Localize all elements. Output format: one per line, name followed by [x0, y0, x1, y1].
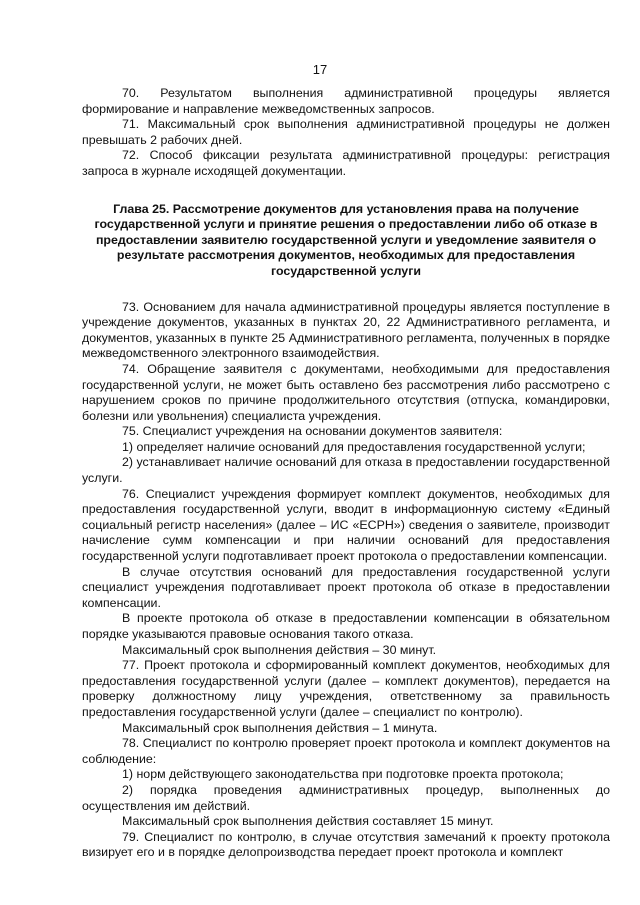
paragraph-75: 75. Специалист учреждения на основании документов заявителя: [122, 424, 503, 439]
paragraph-76-refusal: В случае отсутствия оснований для предоставления государственной услуги специалист учреждения подготавливает проект протокола об отказе в предоставлении компенсации. [82, 564, 610, 610]
paragraph-75-item-2: 2) устанавливает наличие оснований для отказа в предоставлении государственной услуги. [82, 455, 610, 486]
paragraph-77-deadline: Максимальный срок выполнения действия – 1 минута. [122, 720, 438, 735]
paragraph-75-item-1: 1) определяет наличие оснований для предоставления государственной услуги; [122, 439, 586, 454]
paragraph-74: 74. Обращение заявителя с документами, необходимыми для предоставления государственной услуги, не может быть оставлено без рассмотрения либо рассмотрено с нарушением сроков по причине продолжительного отсутствия (отпуска, командировки, болезни или увольнения) специалиста учреждения. [82, 361, 610, 423]
paragraph-76: 76. Специалист учреждения формирует комплект документов, необходимых для предоставления государственной услуги, вводит в информационную систему «Единый социальный регистр населения» (далее – ИС «ЕСРН») сведения о заявителе, производит начисление сумм компенсации и при наличии оснований для предоставления государственной услуги подготавливает проект протокола о предоставлении компенсации. [82, 486, 610, 564]
paragraph-73: 73. Основанием для начала административной процедуры является поступление в учреждение документов, указанных в пунктах 20, 22 Административного регламента, и документов, указанных в пункте 25 Административного регламента, полученных в порядке межведомственного электронного взаимодействия. [82, 299, 610, 361]
document-body [82, 86, 610, 861]
paragraph-79: 79. Специалист по контролю, в случае отсутствия замечаний к проекту протокола визирует его и в порядке делопроизводства передает проект протокола и комплект [82, 829, 610, 860]
paragraph-72: 72. Способ фиксации результата административной процедуры: регистрация запроса в журнале исходящей документации. [82, 148, 610, 178]
paragraph-76-deadline: Максимальный срок выполнения действия – 30 минут. [122, 642, 437, 657]
paragraph-78-item-1: 1) норм действующего законодательства при подготовке проекта протокола; [122, 767, 564, 782]
paragraph-71: 71. Максимальный срок выполнения административной процедуры не должен превышать 2 рабочих дней. [82, 117, 610, 147]
paragraph-78-deadline: Максимальный срок выполнения действия составляет 15 минут. [122, 814, 494, 829]
paragraph-76-grounds: В проекте протокола об отказе в предоставлении компенсации в обязательном порядке указываются правовые основания такого отказа. [82, 611, 610, 641]
chapter-heading: Глава 25. Рассмотрение документов для установления права на получение государственной услуги и принятие решения о предоставлении либо об отказе в предоставлении заявителю государственной услуги и уведомление заявителя о результате рассмотрения документов, необходимых для предоставления государственной услуги [94, 201, 598, 278]
paragraph-78-item-2: 2) порядка проведения административных процедур, выполненных до осуществления им действий. [82, 782, 610, 813]
paragraph-78: 78. Специалист по контролю проверяет проект протокола и комплект документов на соблюдение: [82, 736, 610, 766]
paragraph-70: 70. Результатом выполнения административной процедуры является формирование и направление межведомственных запросов. [82, 86, 610, 116]
page-number: 17 [312, 62, 328, 77]
paragraph-77: 77. Проект протокола и сформированный комплект документов, необходимых для предоставления государственной услуги (далее – комплект документов), передается на проверку должностному лицу учреждения, ответственному за правильность предоставления государственной услуги (далее – специалист по контролю). [82, 658, 610, 719]
